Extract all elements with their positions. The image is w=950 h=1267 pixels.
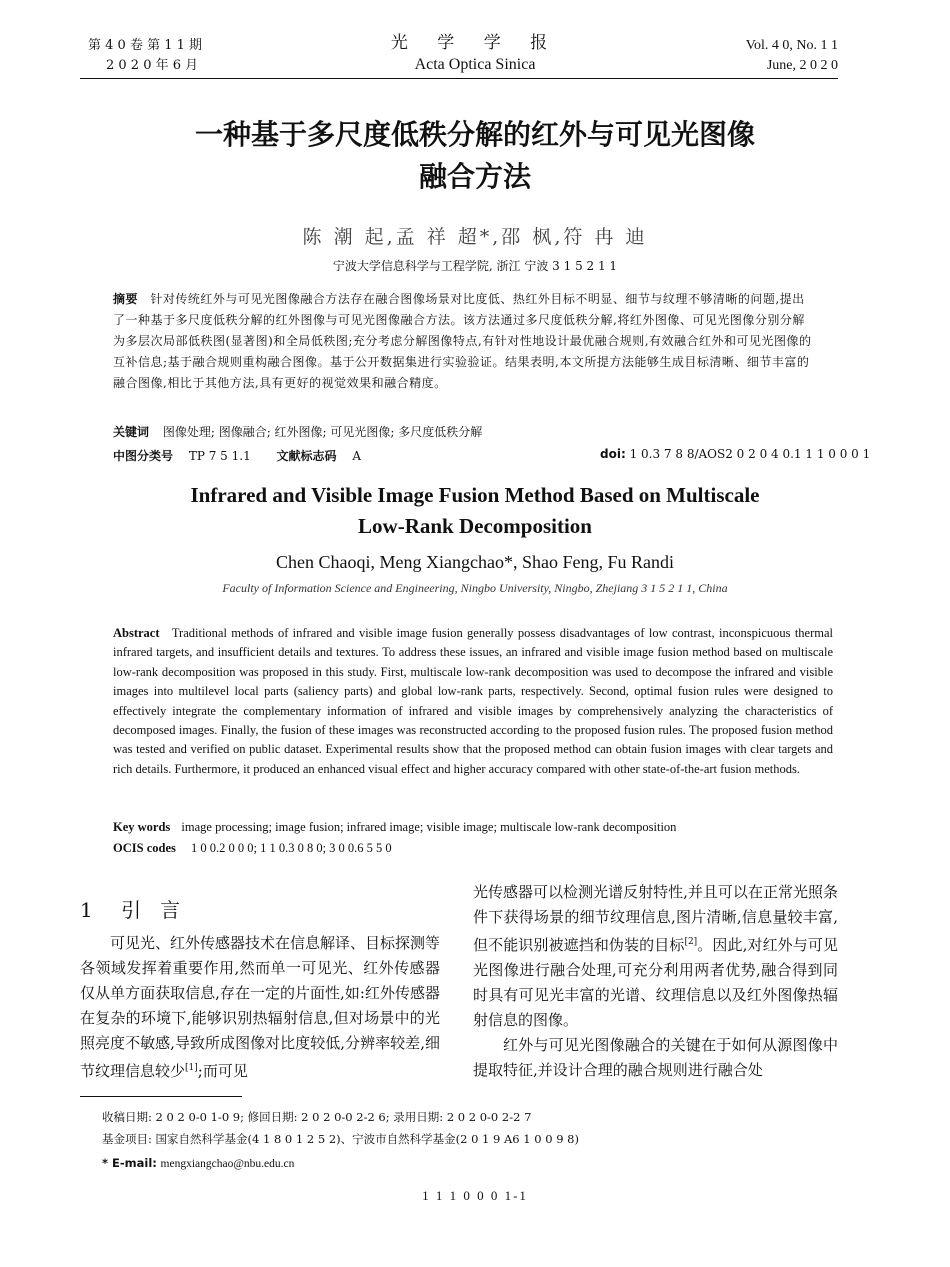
doi [600, 447, 870, 461]
affiliation-en: Faculty of Information Science and Engineering, Ningbo University, Ningbo, Zhejiang 3 1 5 2 1 1, China [222, 581, 728, 595]
volume-issue-en: Vol. 4 0, No. 1 1 [745, 38, 838, 53]
citation: [2] [684, 937, 698, 947]
doi-value: 1 0.3 7 8 8/AOS2 0 2 0 4 0.1 1 1 0 0 0 1 [629, 447, 871, 461]
ocis-label: OCIS codes [113, 841, 176, 855]
authors-en: Chen Chaoqi, Meng Xiangchao*, Shao Feng, Fu Randi [276, 552, 674, 572]
page-number: 1 1 1 0 0 0 1-1 [422, 1188, 528, 1203]
header-divider [80, 78, 838, 79]
publication-date-en: June, 2 0 2 0 [766, 58, 838, 73]
keywords-en-label: Key words [113, 820, 171, 834]
title-en-line-1: Infrared and Visible Image Fusion Method Based on Multiscale [190, 483, 760, 507]
paragraph [80, 931, 440, 1084]
section-number: 1 [80, 898, 93, 922]
footnote-email [102, 1156, 294, 1170]
keywords-cn-label: 关键词 [113, 425, 150, 439]
paragraph-text-end: 。因此,对红外与可见光图像进行融合处理,可充分利用两者优势,融合得到同时具有可见光丰富的光谱、纹理信息以及红外图像热辐射信息的图像。 [473, 936, 838, 1029]
paragraph [473, 880, 838, 1033]
abstract-cn-text: 针对传统红外与可见光图像融合方法存在融合图像场景对比度低、热红外目标不明显、细节与纹理不够清晰的问题,提出了一种基于多尺度低秩分解的红外图像与可见光图像融合方法。该方法通过多尺度低秩分解,将红外图像、可见光图像分别分解为多层次局部低秩图(显著图)和全局低秩图;充分考虑分解图像特点,有针对性地设计最优融合规则,有效融合红外和可见光图像的互补信息;基于融合规则重构融合图像。基于公开数据集进行实验验证。结果表明,本文所提方法能够生成目标清晰、细节丰富的融合图像,相比于其他方法,具有更好的视觉效果和融合精度。 [113, 292, 812, 390]
abstract-cn-label: 摘要 [113, 292, 139, 306]
journal-name [300, 32, 650, 76]
journal-name-cn: 光 学 学 报 [390, 33, 560, 53]
ocis-value: 1 0 0.2 0 0 0; 1 1 0.3 0 8 0; 3 0 0.6 5 5 0 [190, 841, 392, 855]
paragraph-text: 红外与可见光图像融合的关键在于如何从源图像中提取特征,并设计合理的融合规则进行融合处 [473, 1036, 838, 1079]
journal-issue-info [88, 36, 202, 76]
footnote-funding: 基金项目: 国家自然科学基金(4 1 8 0 1 2 5 2)、宁波市自然科学基金(2 0 1 9 A6 1 0 0 9 8) [102, 1132, 579, 1146]
keywords-cn [113, 423, 833, 440]
doc-code-value: A [352, 449, 362, 463]
email-address: mengxiangchao@nbu.edu.cn [160, 1158, 295, 1170]
section-title: 引 言 [121, 898, 181, 922]
title-en [80, 480, 870, 542]
ocis-codes [113, 841, 392, 856]
journal-issue-info-en [746, 36, 838, 76]
paragraph-text-end: ;而可见 [197, 1062, 248, 1080]
title-cn-line-2: 融合方法 [418, 160, 531, 193]
affiliation-cn: 宁波大学信息科学与工程学院, 浙江 宁波 3 1 5 2 1 1 [332, 259, 618, 273]
authors-cn: 陈 潮 起,孟 祥 超*,邵 枫,符 冉 迪 [302, 226, 648, 248]
volume-issue: 第 4 0 卷 第 1 1 期 [88, 38, 203, 53]
section-heading-introduction [80, 894, 180, 923]
doc-code-label: 文献标志码 [276, 449, 337, 463]
title-en-line-2: Low-Rank Decomposition [358, 514, 592, 538]
paragraph [473, 1033, 838, 1083]
paragraph-text: 可见光、红外传感器技术在信息解译、目标探测等各领域发挥着重要作用,然而单一可见光、红外传感器仅从单方面获取信息,存在一定的片面性,如:红外传感器在复杂的环境下,能够识别热辐射信息,但对场景中的光照亮度不敏感,导致所成图像对比度较低,分辨率较差,细节纹理信息较少 [80, 934, 441, 1080]
title-cn-line-1: 一种基于多尺度低秩分解的红外与可见光图像 [194, 118, 755, 151]
clc-value: TP 7 5 1.1 [188, 449, 251, 463]
body-column-left [80, 931, 440, 1084]
abstract-cn [113, 289, 813, 394]
title-cn [80, 114, 870, 198]
doi-label: doi: [600, 447, 626, 461]
publication-date: 2 0 2 0 年 6 月 [106, 58, 199, 73]
classification [113, 447, 361, 464]
abstract-en-text: Traditional methods of infrared and visible image fusion generally possess disadvantages of low contrast, inconspicuous thermal infrared targets, and insufficient details and textures. To address these issues, an infrared and visible image fusion method based on multiscale low-rank decomposition was proposed in this study. First, multiscale low-rank decomposition was used to decompose the infrared and visible images into multilevel local parts (saliency parts) and global low-rank parts, respectively. Second, optimal fusion rules were designed to effectively integrate the complementary information of infrared and visible images by comprehensively analyzing the characteristics of decomposed images. Finally, the fusion of these images was reconstructed according to the proposed fusion rules. The proposed fusion method was tested and verified on public dataset. Experimental results show that the proposed method can obtain fusion images with clear targets and rich details. Furthermore, it produced an enhanced visual effect and higher accuracy compared with other state-of-the-art fusion methods. [113, 626, 833, 776]
journal-name-en: Acta Optica Sinica [414, 56, 536, 73]
citation: [1] [185, 1063, 198, 1073]
footnote-divider [80, 1096, 242, 1097]
email-label: * E-mail: [102, 1156, 157, 1170]
abstract-en-label: Abstract [113, 626, 160, 640]
body-column-right [473, 880, 838, 1083]
paragraph-text: 光传感器可以检测光谱反射特性,并且可以在正常光照条件下获得场景的细节纹理信息,图片清晰,信息量较丰富,但不能识别被遮挡和伪装的目标 [473, 883, 838, 954]
clc-label: 中图分类号 [113, 449, 174, 463]
footnote-dates: 收稿日期: 2 0 2 0-0 1-0 9; 修回日期: 2 0 2 0-0 2-2 6; 录用日期: 2 0 2 0-0 2-2 7 [102, 1110, 532, 1124]
keywords-cn-text: 图像处理; 图像融合; 红外图像; 可见光图像; 多尺度低秩分解 [162, 425, 483, 439]
keywords-en-text: image processing; image fusion; infrared image; visible image; multiscale low-rank decomposition [181, 820, 677, 834]
keywords-en [113, 820, 853, 835]
abstract-en [113, 624, 833, 779]
